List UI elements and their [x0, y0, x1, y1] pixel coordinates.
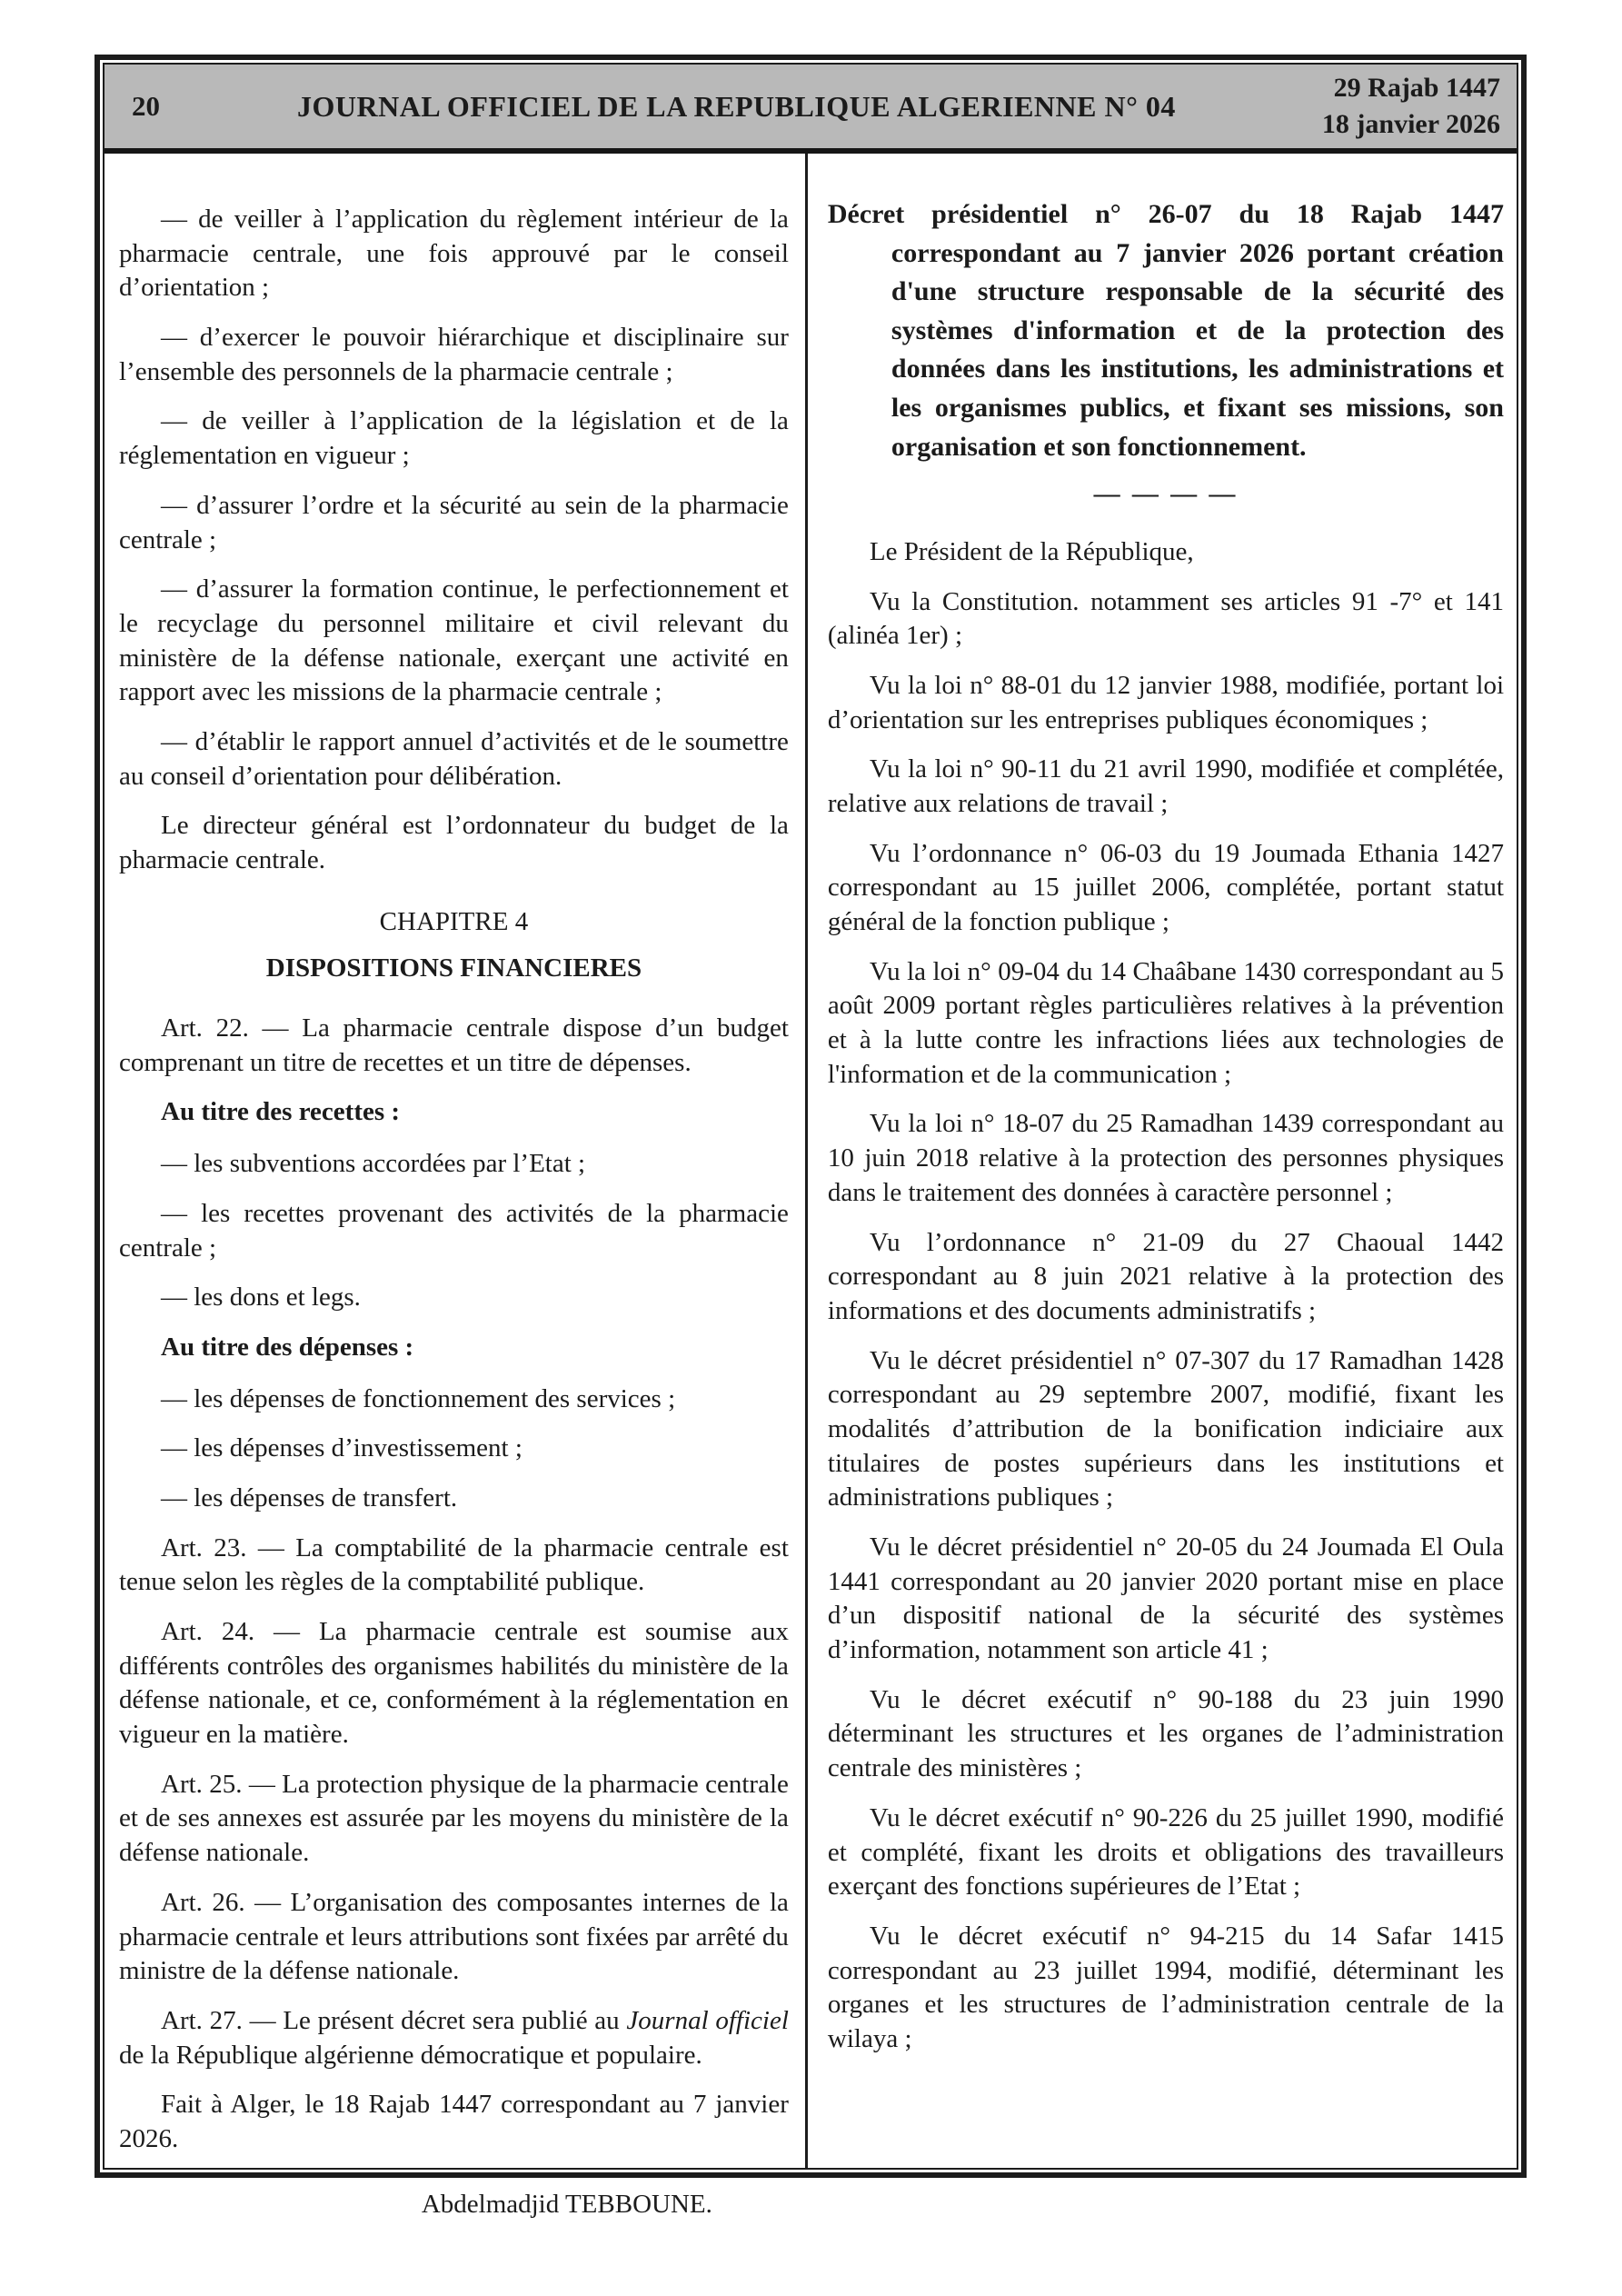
paragraph: — d’établir le rapport annuel d’activités et de le soumettre au conseil d’orientation pour délibération.	[119, 726, 789, 791]
paragraph: Vu le décret exécutif n° 90-226 du 25 juillet 1990, modifié et complété, fixant les droits et obligations des travailleurs exerçant des fonctions supérieures de l’Etat ;	[827, 1802, 1504, 1902]
paragraph: — de veiller à l’application de la législation et de la réglementation en vigueur ;	[119, 406, 789, 471]
paragraph: — d’assurer la formation continue, le perfectionnement et le recyclage du personnel militaire et civil relevant du ministère de la défense nationale, exerçant une activité en rapport avec les missions de la pharmacie centrale ;	[119, 574, 789, 707]
paragraph: Vu l’ordonnance n° 21-09 du 27 Chaoual 1442 correspondant au 8 juin 2021 relative à la protection des informations et des documents administratifs ;	[827, 1227, 1504, 1325]
chapter-heading: CHAPITRE 4	[379, 906, 529, 936]
recettes-label: Au titre des recettes :	[161, 1097, 401, 1127]
paragraph: — les recettes provenant des activités de la pharmacie centrale ;	[119, 1198, 789, 1263]
paragraph: Vu la Constitution. notamment ses articles 91 -7° et 141 (alinéa 1er) ;	[827, 586, 1504, 651]
date-hijri: 29 Rajab 1447	[1333, 73, 1500, 104]
paragraph: Vu le décret exécutif n° 90-188 du 23 juin 1990 déterminant les structures et les organes de l’administration centrale des ministères ;	[827, 1684, 1504, 1783]
masthead	[104, 65, 1517, 154]
page-content	[104, 154, 1517, 2219]
decree-title: Décret présidentiel n° 26-07 du 18 Rajab 1447 correspondant au 7 janvier 2026 portant création d'une structure responsable de la sécurité des systèmes d'information et de la protection des données dans les institutions, les administrations et les organismes publics, et fixant ses missions, son organisation et son fonctionnement.	[827, 199, 1504, 462]
paragraph: Le Président de la République,	[869, 536, 1194, 566]
paragraph: Art. 27. — Le présent décret sera publié au Journal officiel de la République algérienne démocratique et populaire.	[119, 2005, 789, 2070]
page-inner-border	[103, 63, 1518, 2219]
paragraph: — les dépenses de fonctionnement des services ;	[161, 1383, 676, 1413]
paragraph: Vu le décret présidentiel n° 20-05 du 24 Joumada El Oula 1441 correspondant au 20 janvier 2020 portant mise en place d’un dispositif national de la sécurité des systèmes d’information, notamment son article 41 ;	[827, 1532, 1504, 1665]
paragraph: Art. 22. — La pharmacie centrale dispose d’un budget comprenant un titre de recettes et un titre de dépenses.	[119, 1013, 789, 1077]
page-frame	[95, 55, 1527, 2219]
chapter-title: DISPOSITIONS FINANCIERES	[265, 953, 642, 983]
journal-title: JOURNAL OFFICIEL DE LA REPUBLIQUE ALGERIENNE N° 04	[297, 89, 1176, 123]
date-gregorian: 18 janvier 2026	[1321, 109, 1500, 139]
paragraph: Vu la loi n° 18-07 du 25 Ramadhan 1439 correspondant au 10 juin 2018 relative à la protection des personnes physiques dans le traitement des données à caractère personnel ;	[827, 1109, 1504, 1207]
paragraph: — les dépenses d’investissement ;	[161, 1433, 522, 1463]
depenses-label: Au titre des dépenses :	[161, 1332, 414, 1362]
page-number: 20	[132, 90, 160, 122]
paragraph: Art. 26. — L’organisation des composantes internes de la pharmacie centrale et leurs attributions sont fixées par arrêté du ministre de la défense nationale.	[119, 1887, 789, 1986]
paragraph: — les dons et legs.	[161, 1283, 361, 1313]
paragraph: — de veiller à l’application du règlement intérieur de la pharmacie centrale, une fois approuvé par le conseil d’orientation ;	[119, 205, 789, 303]
paragraph: Vu le décret exécutif n° 94-215 du 14 Safar 1415 correspondant au 23 juillet 1994, modifié, déterminant les organes et les structures de l’administration centrale de la wilaya ;	[827, 1921, 1504, 2053]
fait-a-alger: Fait à Alger, le 18 Rajab 1447 correspondant au 7 janvier 2026.	[119, 2090, 789, 2153]
paragraph: — les dépenses de transfert.	[161, 1482, 458, 1512]
paragraph: Art. 25. — La protection physique de la pharmacie centrale et de ses annexes est assurée par les moyens du ministère de la défense nationale.	[119, 1769, 789, 1868]
issue-dates	[1322, 70, 1517, 142]
paragraph: — les subventions accordées par l’Etat ;	[161, 1149, 586, 1179]
paragraph: Art. 23. — La comptabilité de la pharmacie centrale est tenue selon les règles de la comptabilité publique.	[119, 1532, 789, 1597]
paragraph: Le directeur général est l’ordonnateur du budget de la pharmacie centrale.	[119, 811, 789, 874]
paragraph: Vu la loi n° 90-11 du 21 avril 1990, modifiée et complétée, relative aux relations de travail ;	[827, 754, 1504, 818]
paragraph: Vu le décret présidentiel n° 07-307 du 17 Ramadhan 1428 correspondant au 29 septembre 2007, modifié, fixant les modalités d’attribution de la bonification indiciaire aux titulaires de postes supérieurs dans les institutions et administrations publiques ;	[827, 1345, 1504, 1512]
signature: Abdelmadjid TEBBOUNE.	[421, 2189, 712, 2219]
paragraph: Vu la loi n° 09-04 du 14 Chaâbane 1430 correspondant au 5 août 2009 portant règles particulières relatives à la prévention et à la lutte contre les infractions liées aux technologies de l'information et de la communication ;	[827, 956, 1504, 1089]
paragraph: Art. 24. — La pharmacie centrale est soumise aux différents contrôles des organismes habilités du ministère de la défense nationale, et ce, conformément à la réglementation en vigueur en la matière.	[119, 1617, 789, 1750]
paragraph: Vu la loi n° 88-01 du 12 janvier 1988, modifiée, portant loi d’orientation sur les entreprises publiques économiques ;	[827, 670, 1504, 734]
left-column	[104, 154, 808, 2219]
paragraph: Vu l’ordonnance n° 06-03 du 19 Joumada Ethania 1427 correspondant au 15 juillet 2006, complétée, portant statut général de la fonction publique ;	[827, 838, 1504, 937]
paragraph: — d’exercer le pouvoir hiérarchique et disciplinaire sur l’ensemble des personnels de la pharmacie centrale ;	[119, 323, 789, 386]
dash-separator: — — — —	[1093, 479, 1239, 509]
paragraph: — d’assurer l’ordre et la sécurité au sein de la pharmacie centrale ;	[119, 490, 789, 554]
right-column	[808, 154, 1517, 2168]
